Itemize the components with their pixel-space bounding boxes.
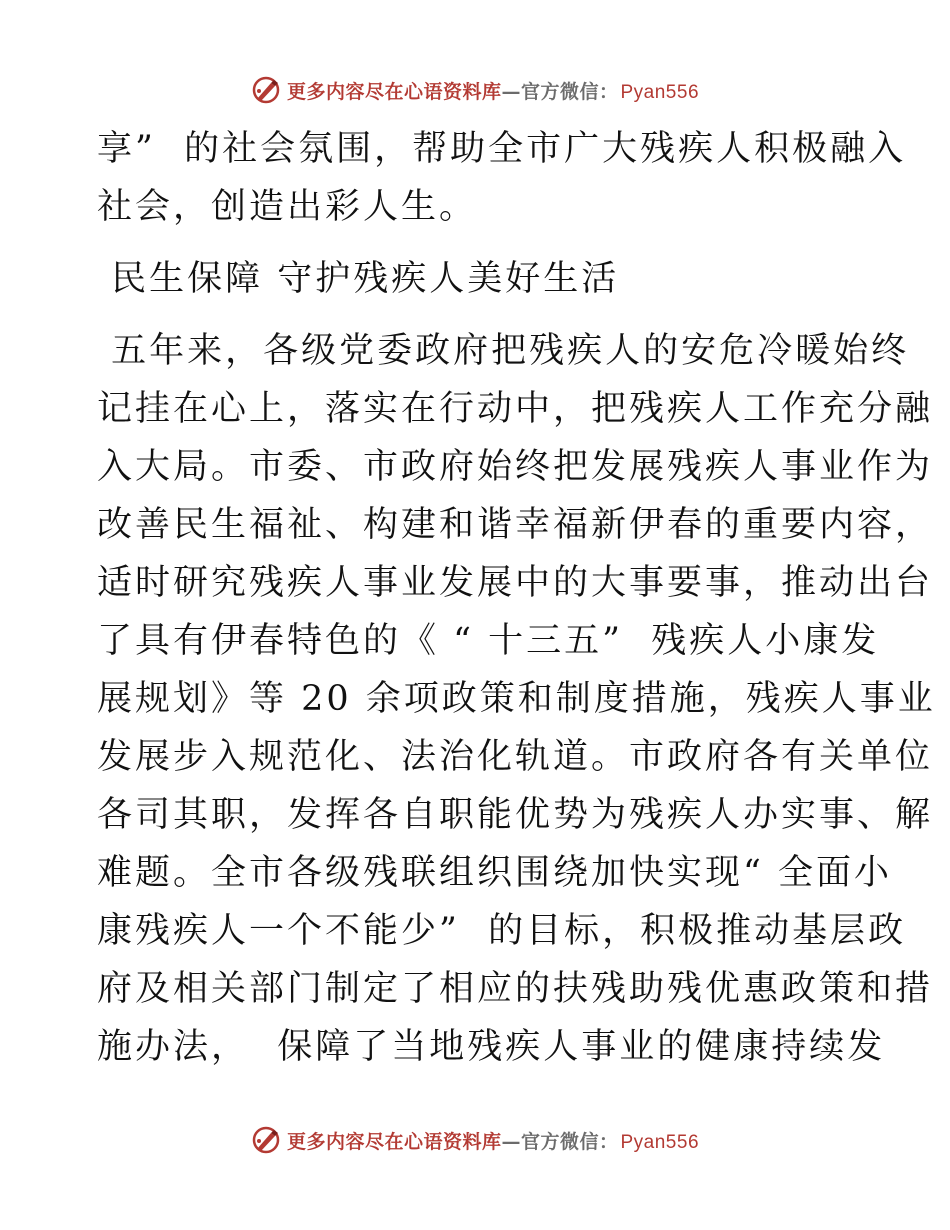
header-watermark-banner: [0, 70, 950, 110]
text-line: 享” 的社会氛围，帮助全市广大残疾人积极融入: [97, 129, 907, 169]
text-line: 康残疾人一个不能少” 的目标，积极推动基层政: [97, 911, 907, 951]
text-line: 难题。全市各级残联组织围绕加快实现“ 全面小: [97, 853, 893, 893]
banner-title: 更多内容尽在心语资料库: [286, 1130, 502, 1153]
text-line: 入大局。市委、市政府始终把发展残疾人事业作为: [97, 447, 934, 487]
document-body: [97, 120, 936, 1076]
banner-wechat-label: —官方微信：: [501, 1130, 619, 1153]
banner-wechat-label: —官方微信：: [501, 80, 619, 103]
section-heading: 民生保障 守护残疾人美好生活: [97, 259, 620, 299]
text-line: 发展步入规范化、法治化轨道。市政府各有关单位: [97, 737, 934, 777]
text-line: 展规划》等 20 余项政策和制度措施，残疾人事业: [97, 679, 936, 719]
text-line: 各司其职，发挥各自职能优势为残疾人办实事、解: [97, 795, 934, 835]
text-line: 施办法， 保障了当地残疾人事业的健康持续发: [97, 1027, 886, 1067]
text-line: 府及相关部门制定了相应的扶残助残优惠政策和措: [97, 969, 934, 1009]
text-line: 五年来，各级党委政府把残疾人的安危冷暖始终: [97, 331, 910, 371]
text-line: 社会，创造出彩人生。: [97, 187, 478, 227]
pen-logo-icon: [251, 75, 281, 105]
text-line: 改善民生福祉、构建和谐幸福新伊春的重要内容，: [97, 505, 934, 545]
pen-logo-icon: [251, 1125, 281, 1155]
banner-wechat-id: Pyan556: [620, 1131, 700, 1153]
banner-wechat-id: Pyan556: [620, 81, 700, 103]
text-line: 适时研究残疾人事业发展中的大事要事，推动出台: [97, 563, 934, 603]
banner-title: 更多内容尽在心语资料库: [286, 80, 502, 103]
footer-watermark-banner: [0, 1120, 950, 1160]
text-line: 记挂在心上，落实在行动中，把残疾人工作充分融: [97, 389, 934, 429]
paragraph-2: [97, 322, 936, 1076]
paragraph-1: [97, 120, 907, 236]
text-line: 了具有伊春特色的《 “ 十三五” 残疾人小康发: [97, 621, 880, 661]
